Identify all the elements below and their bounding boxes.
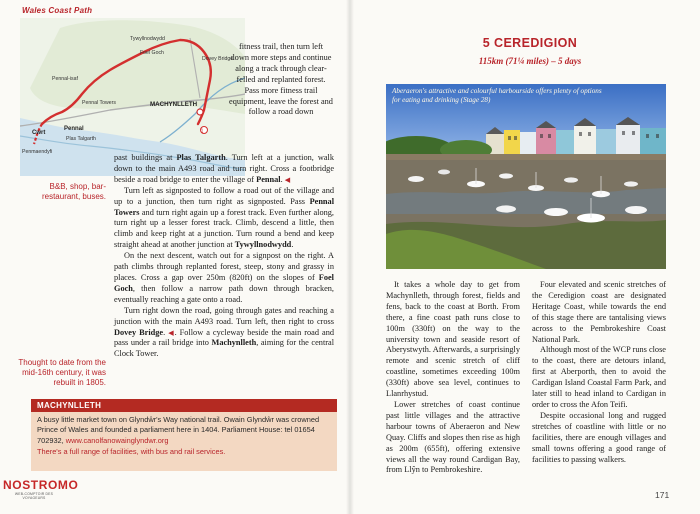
running-head: Wales Coast Path [22,6,93,15]
paragraph: Lower stretches of coast continue past little villages and the attractive harbour towns of Aberaeron and New Quay. Cliffs and slopes then rise as high as 200m (655ft), offering extensive views all the way round Cardigan Bay, from Llŷn to Pembrokeshire. [386,399,520,475]
map-label: Plas Talgarth [66,136,96,142]
text-column-right-2 [532,280,666,465]
website-link[interactable]: www.canolfanowainglyndwr.org [65,435,169,445]
arrow-icon: ◀ [284,175,291,184]
map-label: Pennal Towers [82,100,116,106]
watermark-logo: NOSTROMO WEB-COMPTOIR DES VOYAGEURS [3,478,79,500]
paragraph: Although most of the WCP runs close to the coast, there are detours inland, first at Aberporth, then to avoid the Cardigan Island Coastal Farm Park, and later still to head inland to Cardigan in order to cross the Afon Teifi. [532,345,666,409]
info-box-title: MACHYNLLETH [31,399,337,412]
paragraph-2: Turn left as signposted to follow a road out of the village and up to a junction, then turn right as signposted. Pass Pennal Towers and turn right again up a forest track. Even further along, turn right up a lesser forest track. Climb, descend a little, then climb and keep right at a junction. Turn round a bend and keep straight ahead at another junction at Tywyllnodwydd. [114,185,334,250]
paragraph: It takes a whole day to get from Machynlleth, through forest, fields and fens, back to the coast at Borth. From there, a fine coast path runs close to 100m (330ft) on the way to the university town and seaside resort of Aberystwyth. Afterwards, a surprisingly remote and scenic stretch of cliff coastline, sometimes exceeding 100m (330ft) above sea level, continues to Llanrhystud. [386,280,520,399]
paragraph: fitness trail, then turn left down more steps and continue along a track through clear-felled and replanted forest. Pass more fitness trail equipment, leave the forest and follow a road down [229,42,333,117]
text-column-right-1 [386,280,520,476]
paragraph-4: Turn right down the road, going through gates and reaching a junction with the main A493 road. Turn left, then right to cross Dovey Bridge. ◀. Follow a cycleway beside the main road and pass under a rail bridge into Machynlleth, aiming for the central Clock Tower. [114,305,335,359]
paragraph: Four elevated and scenic stretches of the Ceredigion coast are designated Heritage Coast, while towards the end of this stage there are tantalising views across to the Pembrokeshire Coast National Park. [532,280,666,344]
map-label: MACHYNLLETH [150,101,198,108]
text-column-main-left [114,153,334,360]
stage-subtitle: 115km (71¼ miles) – 5 days [478,56,582,66]
sidenote-plas: Thought to date from the mid-16th century, it was rebuilt in 1805. [18,358,106,387]
book-gutter [346,0,354,514]
page-number: 171 [655,490,670,500]
map-label: Cwrt [32,130,46,136]
harbour-photo [386,84,666,269]
map-label: Dovey Bridge [202,56,234,62]
map-label: Pennal [64,126,84,132]
svg-text:1: 1 [200,128,204,135]
text-column-top-right [229,42,333,118]
arrow-icon: ◀ [168,328,175,337]
map-label: Foel Goch [140,50,164,56]
harbour-photo-image [386,84,666,269]
map-label: Pennal-isaf [52,76,78,82]
paragraph: Despite occasional long and rugged stretches of coastline with little or no facilities, there are enough villages and small towns offering a good range of facilities to passing walkers. [532,410,666,464]
info-box-facilities: There's a full range of facilities, with bus and rail services. [37,447,226,457]
stage-title: 5 CEREDIGION [482,36,578,50]
paragraph-1: past buildings at Plas Talgarth. Turn left at a junction, walk down to the main A493 road and turn right. Cross a footbridge beside a road bridge to enter the village of Pennal. ◀ [114,153,335,184]
map-label: Tywyllnodwydd [130,36,165,42]
info-box-body: A busy little market town on Glyndŵr's Way national trail. Owain Glyndŵr was crowned Prince of Wales and founded a parliament here in 1404. Parliament House: tel 01654 702932, www.canolfanowainglyndwr.org There's a full range of facilities, with bus and rail services. [31,412,337,458]
info-box-machynlleth [31,399,337,471]
photo-caption: Aberaeron's attractive and colourful harbourside offers plenty of options for eating and drinking (Stage 28) [392,87,602,104]
paragraph-3: On the next descent, watch out for a signpost on the right. A path climbs through replanted forest, steep, stony and grassy in places. Cross a gap over 250m (820ft) on the slopes of Foel Goch, then follow a narrow path down through bracken, eventually reaching a gate onto a road. [114,251,334,304]
map-label: Penmaendyfi [22,149,53,155]
sidenote-pennal: B&B, shop, bar-restaurant, buses. [41,182,106,201]
